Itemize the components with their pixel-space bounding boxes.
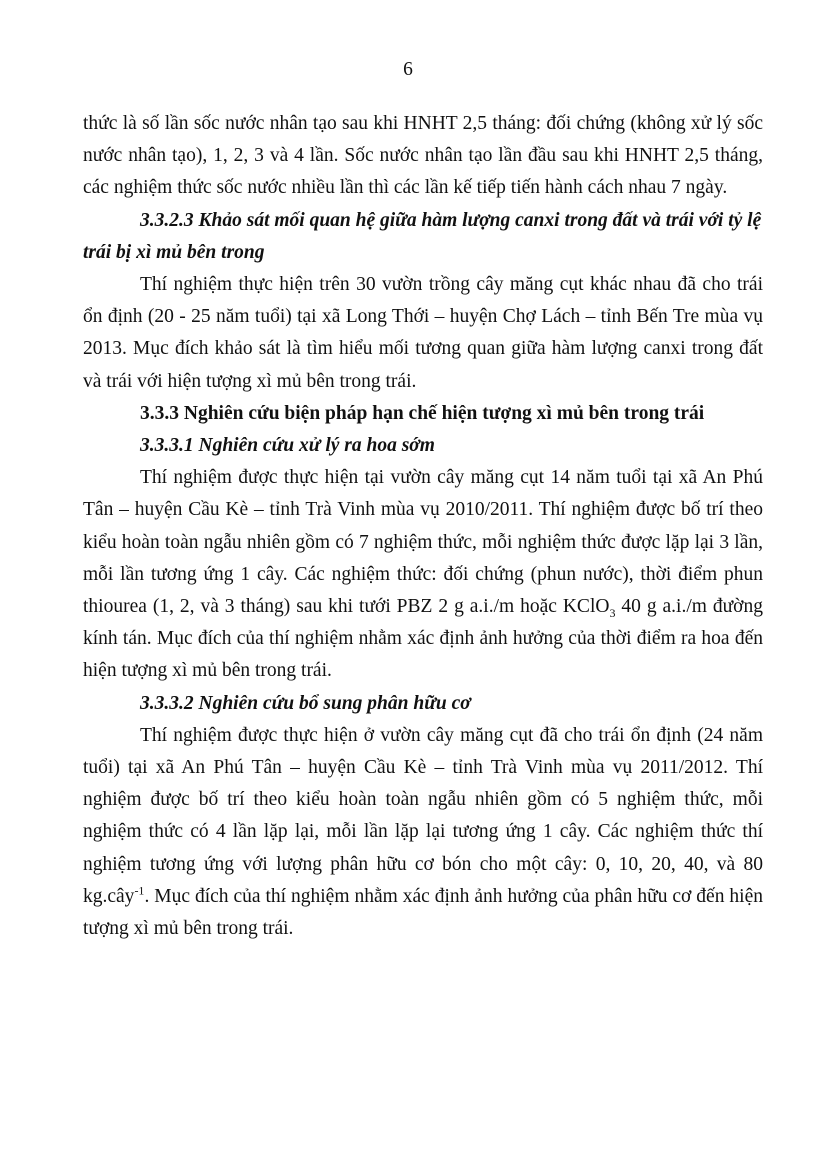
paragraph-text: . Mục đích của thí nghiệm nhằm xác định ảnh hưởng của phân hữu cơ đến hiện tượng xì mủ bên trong trái.: [83, 885, 763, 940]
paragraph-calcium-survey: Thí nghiệm thực hiện trên 30 vườn trồng cây măng cụt khác nhau đã cho trái ổn định (20 - 25 năm tuổi) tại xã Long Thới – huyện Chợ Lách – tỉnh Bến Tre mùa vụ 2013. Mục đích khảo sát là tìm hiểu mối tương quan giữa hàm lượng canxi trong đất và trái với hiện tượng xì mủ bên trong trái.: [83, 274, 763, 392]
superscript: -1: [134, 883, 145, 898]
paragraph-text: Thí nghiệm được thực hiện tại vườn cây măng cụt 14 năm tuổi tại xã An Phú Tân – huyện Cầu Kè – tỉnh Trà Vinh mùa vụ 2010/2011. Thí nghiệm được bố trí theo kiểu hoàn toàn ngẫu nhiên gồm có 7 nghiệm thức, mỗi nghiệm thức được lặp lại 3 lần, mỗi lần tương ứng 1 cây. Các nghiệm thức: đối chứng (phun nước), thời điểm phun thiourea (1, 2, và 3 tháng) sau khi tưới PBZ 2 g a.i./m hoặc KClO: [83, 467, 763, 618]
paragraph-text: 40 g a.i./m đường kính tán. Mục đích của thí nghiệm nhằm xác định ảnh hưởng của thời điểm ra hoa đến hiện tượng xì mủ bên trong trái.: [83, 596, 763, 682]
paragraph-early-flowering: [83, 462, 763, 687]
heading-3-3-2-3: 3.3.2.3 Khảo sát mối quan hệ giữa hàm lượng canxi trong đất và trái với tỷ lệ trái bị xì mủ bên trong: [83, 209, 762, 263]
page-body: [83, 108, 763, 945]
paragraph-organic-fertilizer: [83, 720, 763, 945]
heading-3-3-3-1: 3.3.3.1 Nghiên cứu xử lý ra hoa sớm: [140, 435, 435, 457]
heading-3-3-3-2: 3.3.3.2 Nghiên cứu bổ sung phân hữu cơ: [140, 692, 471, 714]
paragraph-text: Thí nghiệm được thực hiện ở vườn cây măng cụt đã cho trái ổn định (24 năm tuổi) tại xã An Phú Tân – huyện Cầu Kè – tỉnh Trà Vinh mùa vụ 2011/2012. Thí nghiệm được bố trí theo kiểu hoàn toàn ngẫu nhiên gồm có 5 nghiệm thức, mỗi nghiệm thức có 4 lần lặp lại, mỗi lần lặp lại tương ứng 1 cây. Các nghiệm thức thí nghiệm tương ứng với lượng phân hữu cơ bón cho một cây: 0, 10, 20, 40, và 80 kg.cây: [83, 724, 763, 907]
subscript: 3: [609, 605, 616, 620]
heading-3-3-3: 3.3.3 Nghiên cứu biện pháp hạn chế hiện tượng xì mủ bên trong trái: [140, 402, 705, 424]
paragraph-water-shock-continuation: thức là số lần sốc nước nhân tạo sau khi HNHT 2,5 tháng: đối chứng (không xử lý sốc nước nhân tạo), 1, 2, 3 và 4 lần. Sốc nước nhân tạo lần đầu sau khi HNHT 2,5 tháng, các nghiệm thức sốc nước nhiều lần thì các lần kế tiếp tiến hành cách nhau 7 ngày.: [83, 113, 763, 199]
page-number: 6: [403, 59, 413, 80]
